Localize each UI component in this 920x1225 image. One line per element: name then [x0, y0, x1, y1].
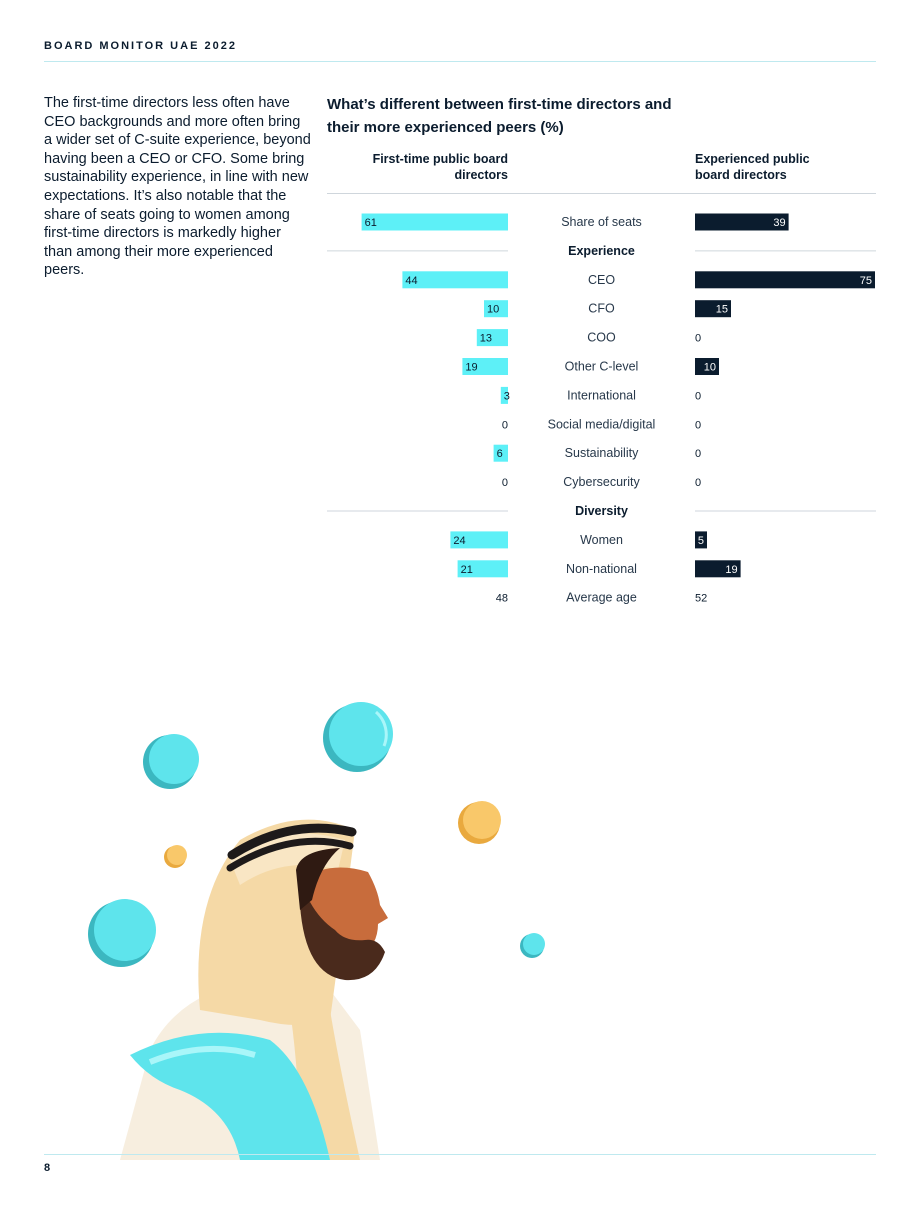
- section-label-experience: Experience: [568, 243, 635, 258]
- header-divider: [44, 61, 876, 62]
- category-label-cybersecurity: Cybersecurity: [563, 475, 640, 490]
- bubble-cyan-mid-left: [88, 899, 156, 967]
- person-figure: [120, 820, 388, 1160]
- report-header: BOARD MONITOR UAE 2022: [44, 40, 237, 52]
- section-label-diversity: Diversity: [575, 504, 628, 518]
- category-label-sustainability: Sustainability: [564, 446, 639, 461]
- label-experienced-ceo: 75: [859, 274, 872, 287]
- bubble-cyan-left: [143, 734, 199, 789]
- label-experienced-cfo: 15: [715, 303, 728, 316]
- bubble-cyan-small: [520, 933, 545, 958]
- footer-divider: [44, 1154, 876, 1155]
- label-first-time-cfo: 10: [487, 303, 500, 316]
- label-first-time-share-of-seats: 61: [364, 217, 377, 229]
- category-label-international: International: [567, 388, 636, 403]
- bar-experienced-ceo: [695, 271, 875, 288]
- chart-title: What’s different between first-time directors and their more experienced peers (%): [327, 96, 672, 136]
- bubble-large-cyan-top: [323, 702, 393, 772]
- label-experienced-non-national: 19: [725, 563, 738, 576]
- legend-first-time: First-time public board directors: [372, 152, 508, 182]
- category-label-coo: COO: [587, 330, 616, 345]
- bar-first-time-share-of-seats: [362, 214, 508, 231]
- label-experienced-social-media-digital: 0: [695, 419, 702, 432]
- category-label-women: Women: [580, 532, 623, 547]
- label-experienced-share-of-seats: 39: [773, 217, 786, 229]
- chart-top-divider: [327, 193, 876, 194]
- body-paragraph: The first-time directors less often have CEO backgrounds and more often bring a wider set of C-suite experience, beyond having been a CEO or CFO. Some bring sustainability experience, in line with new expectations. It’s also notable that the share of seats going to women among first-time directors is markedly higher than among their more experienced peers.: [44, 95, 311, 279]
- label-first-time-cybersecurity: 0: [501, 477, 508, 490]
- page-number: 8: [44, 1162, 51, 1174]
- category-label-ceo: CEO: [587, 272, 616, 287]
- category-label-other-c-level: Other C-level: [564, 359, 639, 374]
- category-label-social-media-digital: Social media/digital: [547, 417, 656, 432]
- label-experienced-women: 5: [697, 534, 704, 547]
- label-experienced-international: 0: [695, 390, 702, 403]
- label-first-time-international: 3: [503, 390, 510, 403]
- label-first-time-women: 24: [453, 534, 466, 547]
- director-illustration: [0, 690, 920, 1160]
- category-label-average-age: Average age: [566, 590, 637, 605]
- bubble-gold-small: [164, 845, 187, 868]
- category-label-cfo: CFO: [588, 301, 615, 316]
- label-first-time-other-c-level: 19: [465, 361, 478, 374]
- bubble-gold: [458, 801, 501, 844]
- value-first-time-average-age: 48: [495, 592, 508, 605]
- legend-experienced: Experienced public board directors: [695, 152, 810, 182]
- label-first-time-ceo: 44: [405, 274, 418, 287]
- category-label-share-of-seats: Share of seats: [561, 215, 642, 229]
- bar-first-time-ceo: [402, 271, 508, 288]
- label-experienced-coo: 0: [695, 332, 702, 345]
- value-experienced-average-age: 52: [695, 592, 708, 605]
- label-first-time-coo: 13: [479, 332, 493, 345]
- label-experienced-sustainability: 0: [695, 448, 702, 461]
- category-label-non-national: Non-national: [566, 561, 637, 576]
- label-experienced-cybersecurity: 0: [695, 477, 702, 490]
- label-first-time-sustainability: 6: [496, 448, 503, 461]
- label-first-time-social-media-digital: 0: [501, 419, 508, 432]
- label-experienced-other-c-level: 10: [703, 361, 716, 374]
- label-first-time-non-national: 21: [460, 563, 473, 576]
